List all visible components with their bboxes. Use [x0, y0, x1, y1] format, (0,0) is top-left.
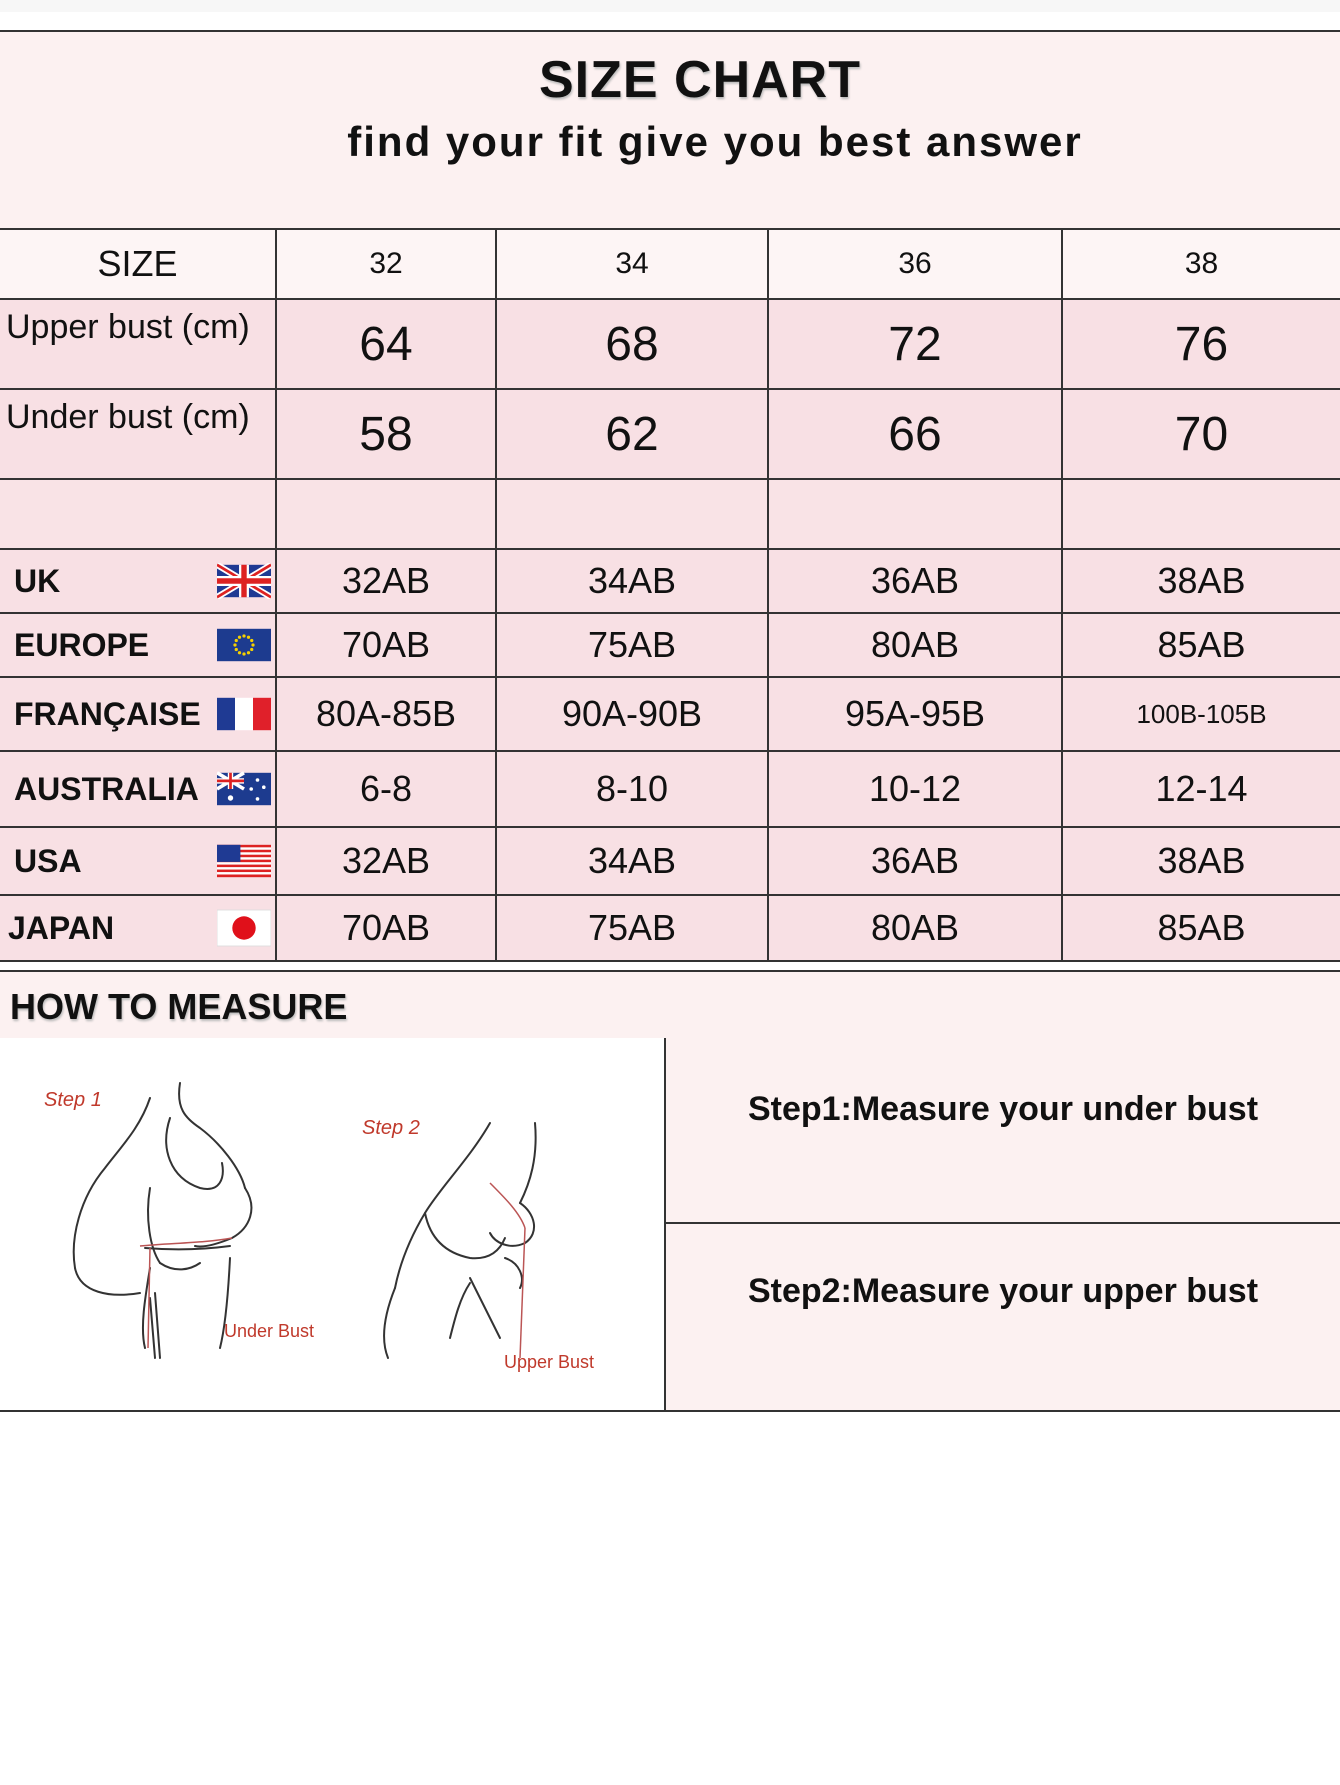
size-cell: 38: [1062, 229, 1340, 299]
france-row: [0, 677, 1340, 751]
australia-flag-icon: [217, 771, 271, 807]
value-cell: 58: [276, 389, 496, 479]
under-bust-row: [0, 389, 1340, 479]
region-label: FRANÇAISE: [14, 695, 201, 732]
row-label: Upper bust (cm): [0, 299, 276, 389]
under-bust-tape-label: Under Bust: [224, 1321, 315, 1341]
value-cell: 70AB: [276, 613, 496, 677]
region-label-cell: [0, 549, 276, 613]
blank-cell: [768, 479, 1062, 549]
step1-tape: [140, 1238, 232, 1348]
value-cell: 62: [496, 389, 768, 479]
size-cell: 32: [276, 229, 496, 299]
blank-cell: [1062, 479, 1340, 549]
value-cell: 80AB: [768, 895, 1062, 961]
size-label: SIZE: [0, 229, 276, 299]
blank-row: [0, 479, 1340, 549]
japan-row: [0, 895, 1340, 961]
page-title: SIZE CHART: [539, 51, 861, 109]
blank-cell: [0, 479, 276, 549]
blank-cell: [496, 479, 768, 549]
value-cell: 6-8: [276, 751, 496, 827]
measurement-illustration: [0, 1038, 666, 1410]
france-flag-icon: [217, 696, 271, 732]
europe-row: [0, 613, 1340, 677]
region-label: AUSTRALIA: [14, 770, 199, 807]
value-cell: 80AB: [768, 613, 1062, 677]
section-heading: HOW TO MEASURE: [10, 986, 348, 1027]
upper-bust-tape-label: Upper Bust: [504, 1352, 595, 1372]
size-table: [0, 228, 1340, 962]
value-cell: 75AB: [496, 613, 768, 677]
row-label: Under bust (cm): [0, 389, 276, 479]
how-to-measure-body: [0, 1038, 1340, 1412]
value-cell: 72: [768, 299, 1062, 389]
step2-illustration-label: Step 2: [362, 1117, 420, 1139]
australia-row: [0, 751, 1340, 827]
size-cell: 34: [496, 229, 768, 299]
value-cell: 32AB: [276, 549, 496, 613]
value-cell: 85AB: [1062, 895, 1340, 961]
size-header-row: [0, 229, 1340, 299]
value-cell: 68: [496, 299, 768, 389]
value-cell: 38AB: [1062, 827, 1340, 895]
step2-figure: [384, 1123, 536, 1358]
size-cell: 36: [768, 229, 1062, 299]
upper-bust-row: [0, 299, 1340, 389]
region-label: EUROPE: [14, 626, 150, 663]
measuring-figures-illustration: [0, 1038, 664, 1410]
value-cell: 34AB: [496, 827, 768, 895]
value-cell: 64: [276, 299, 496, 389]
value-cell: 90A-90B: [496, 677, 768, 751]
value-cell: 32AB: [276, 827, 496, 895]
step2-instruction-box: [666, 1224, 1340, 1410]
region-label: UK: [14, 562, 61, 599]
region-label-cell: [0, 751, 276, 827]
step1-figure: [74, 1083, 252, 1358]
value-cell: 34AB: [496, 549, 768, 613]
region-label-cell: [0, 613, 276, 677]
value-cell: 12-14: [1062, 751, 1340, 827]
step1-instruction-box: [666, 1038, 1340, 1224]
blank-cell: [276, 479, 496, 549]
value-cell: 70AB: [276, 895, 496, 961]
page-subtitle: find your fit give you best answer: [347, 118, 1083, 165]
page-top-band: [0, 0, 1340, 12]
japan-flag-icon: [217, 905, 271, 951]
usa-flag-icon: [217, 843, 271, 879]
value-cell: 8-10: [496, 751, 768, 827]
value-cell: 66: [768, 389, 1062, 479]
chart-header: [0, 30, 1340, 230]
value-cell: 75AB: [496, 895, 768, 961]
step2-instruction: Step2:Measure your upper bust: [747, 1272, 1259, 1310]
value-cell: 95A-95B: [768, 677, 1062, 751]
value-cell: 85AB: [1062, 613, 1340, 677]
eu-flag-icon: [217, 627, 271, 663]
value-cell: 38AB: [1062, 549, 1340, 613]
value-cell: 100B-105B: [1062, 677, 1340, 751]
step1-instruction: Step1:Measure your under bust: [747, 1090, 1259, 1128]
uk-row: [0, 549, 1340, 613]
region-label-cell: [0, 895, 276, 961]
how-to-measure-header: [0, 970, 1340, 1040]
region-label-cell: [0, 677, 276, 751]
value-cell: 76: [1062, 299, 1340, 389]
region-label: USA: [14, 842, 82, 879]
step1-illustration-label: Step 1: [44, 1089, 102, 1111]
region-label: JAPAN: [8, 909, 115, 946]
value-cell: 80A-85B: [276, 677, 496, 751]
value-cell: 10-12: [768, 751, 1062, 827]
uk-flag-icon: [217, 563, 271, 599]
value-cell: 70: [1062, 389, 1340, 479]
region-label-cell: [0, 827, 276, 895]
usa-row: [0, 827, 1340, 895]
value-cell: 36AB: [768, 549, 1062, 613]
value-cell: 36AB: [768, 827, 1062, 895]
